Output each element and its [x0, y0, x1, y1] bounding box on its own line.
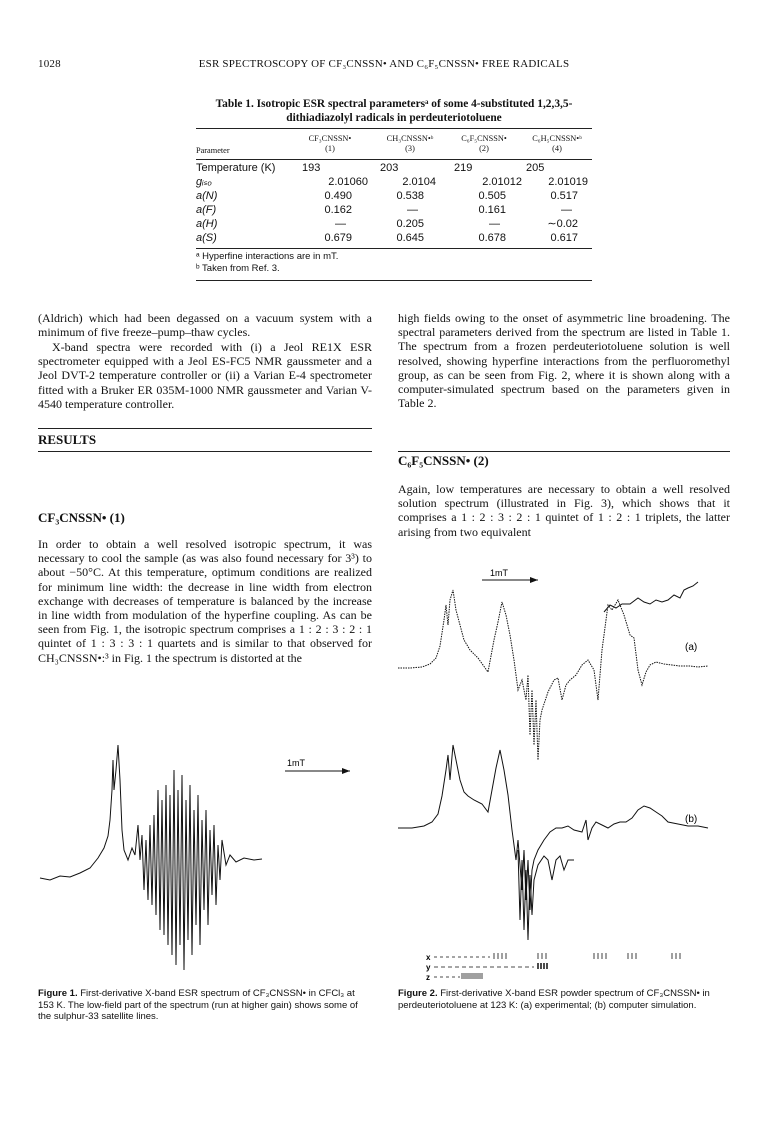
section1-heading: CF₃CNSSN• (1)	[38, 510, 125, 525]
column-number: (4)	[552, 144, 562, 153]
stick-y-ticks	[538, 963, 547, 969]
value-cell: 219	[454, 162, 473, 174]
column-name: CH₃CNSSN•ᵇ	[386, 134, 434, 143]
figure2-spectra	[398, 560, 730, 980]
value-cell: 0.538	[396, 190, 424, 202]
stick-label-y: y	[426, 963, 431, 972]
figure2b-sim-detail-trace	[518, 850, 574, 940]
figure1-spectrum	[40, 730, 370, 980]
figure1-scale-arrow-icon	[342, 768, 350, 774]
figure2-caption-text: First-derivative X-band ESR powder spectrum of CF₃CNSSN• in perdeuteriotoluene at 123 K: (a) experimental; (b) computer simulation.	[398, 988, 710, 1011]
value-cell: 0.490	[324, 190, 352, 202]
value-cell: 0.517	[550, 190, 578, 202]
param-cell: gᵢₛₒ	[196, 176, 212, 188]
table-row	[196, 189, 592, 203]
stick-x-ticks	[494, 953, 680, 959]
column-number: (2)	[479, 144, 489, 153]
figure2a-experimental-trace	[398, 590, 708, 760]
section2-heading: C₆F₅CNSSN• (2)	[398, 453, 489, 468]
table-title-line2: dithiadiazolyl radicals in perdeuteriotoluene	[286, 112, 502, 124]
figure2b-simulated-trace	[398, 745, 708, 910]
table-end-rule	[196, 280, 592, 281]
column-header-2	[449, 134, 519, 154]
value-cell: 0.678	[478, 232, 506, 244]
column-header-3	[375, 134, 445, 154]
right-paragraph-2: Again, low temperatures are necessary to obtain a well resolved solution spectrum (illustrated in Fig. 3), which shows that it comprises a 1 : 2 : 3 : 2 : 1 quintet of 1 : 2 : 1 triplets, the latter arising from two equivalent	[398, 482, 730, 539]
value-cell: 0.505	[478, 190, 506, 202]
value-cell: 0.161	[478, 204, 506, 216]
value-cell: 0.617	[550, 232, 578, 244]
parameter-header: Parameter	[196, 146, 230, 155]
param-cell: a(N)	[196, 190, 218, 202]
param-cell: a(S)	[196, 232, 217, 244]
table-row	[196, 175, 592, 189]
value-cell: 0.645	[396, 232, 424, 244]
column-name: C₆F₅CNSSN•	[461, 134, 507, 143]
figure2-scale-arrow-icon	[530, 577, 538, 583]
value-cell: ∼0.02	[547, 218, 578, 230]
table-title-line1: Table 1. Isotropic ESR spectral parametersᵃ of some 4-substituted 1,2,3,5-	[215, 98, 573, 110]
column-name: C₆H₅CNSSN•ᵇ	[532, 134, 582, 143]
column-number: (3)	[405, 144, 415, 153]
figure2a-wing-trace	[604, 582, 698, 612]
value-cell: 2.01019	[548, 176, 588, 188]
table-bottom-rule	[196, 248, 592, 249]
table-footnote-a: ᵃ Hyperfine interactions are in mT.	[196, 251, 339, 262]
table-row	[196, 203, 592, 217]
column-header-4	[520, 134, 594, 154]
figure1-caption-label: Figure 1.	[38, 988, 78, 999]
table-row	[196, 161, 592, 175]
value-cell: —	[407, 204, 418, 216]
table-footnote-b: ᵇ Taken from Ref. 3.	[196, 263, 280, 274]
stick-z-ticks	[462, 973, 482, 979]
results-rule-bottom	[38, 451, 372, 452]
column-header-1	[295, 134, 365, 154]
section2-rule	[398, 451, 730, 452]
esr-parameters-table	[196, 161, 592, 245]
value-cell: 203	[380, 162, 399, 174]
figure2-caption-label: Figure 2.	[398, 988, 438, 999]
figure2-label-b: (b)	[685, 814, 698, 825]
figure2-caption	[398, 988, 730, 1011]
running-title: ESR SPECTROSCOPY OF CF₃CNSSN• AND C₆F₅CNSSN• FREE RADICALS	[198, 58, 570, 70]
table-row	[196, 217, 592, 231]
value-cell: —	[489, 218, 500, 230]
results-heading: RESULTS	[38, 432, 97, 447]
column-number: (1)	[325, 144, 335, 153]
right-paragraph-1: high fields owing to the onset of asymmetric line broadening. The spectral parameters derived from the spectrum are listed in Table 1. The spectrum from a frozen perdeuteriotoluene solution is well resolved, showing hyperfine interactions from the perfluoromethyl group, as can be seen from Fig. 2, where it is shown along with a computer-simulated spectrum based on the parameters given in Table 2.	[398, 311, 730, 411]
left-paragraph-2: X-band spectra were recorded with (i) a Jeol RE1X ESR spectrometer equipped with a Jeol ES-FC5 NMR gaussmeter and a Jeol DVT-2 temperature controller or (ii) a Varian E-4 spectrometer fitted with a Bruker ER 035M-1000 NMR gaussmeter and Varian V-4540 temperature controller.	[38, 340, 372, 411]
param-cell: Temperature (K)	[196, 162, 276, 174]
figure1-caption	[38, 988, 372, 1023]
figure1-caption-text: First-derivative X-band ESR spectrum of CF₃CNSSN• in CFCl₃ at 153 K. The low-field part of the spectrum (run at higher gain) shows some of the sulphur-33 satellite lines.	[38, 988, 358, 1022]
left-paragraph-1: (Aldrich) which had been degassed on a vacuum system with a minimum of five freeze–pump–thaw cycles.	[38, 311, 372, 340]
stick-label-x: x	[426, 953, 431, 962]
value-cell: 0.205	[396, 218, 424, 230]
column-name: CF₃CNSSN•	[308, 134, 352, 143]
value-cell: 2.0104	[402, 176, 436, 188]
value-cell: —	[561, 204, 572, 216]
figure2-scale-label: 1mT	[490, 568, 508, 578]
figure2-label-a: (a)	[685, 642, 698, 653]
value-cell: 205	[526, 162, 545, 174]
param-cell: a(F)	[196, 204, 217, 216]
page-number: 1028	[38, 58, 61, 70]
table-top-rule	[196, 128, 592, 129]
figure1-scale-label: 1mT	[287, 758, 305, 768]
table-row	[196, 231, 592, 245]
table-header-rule	[196, 159, 592, 160]
value-cell: —	[335, 218, 346, 230]
param-cell: a(H)	[196, 218, 218, 230]
value-cell: 2.01012	[482, 176, 522, 188]
table-title	[195, 97, 593, 125]
figure1-trace	[40, 745, 262, 970]
value-cell: 193	[302, 162, 321, 174]
value-cell: 0.679	[324, 232, 352, 244]
results-rule-top	[38, 428, 372, 429]
value-cell: 0.162	[324, 204, 352, 216]
left-paragraph-3: In order to obtain a well resolved isotropic spectrum, it was necessary to cool the sample (as was also found necessary for 3³) to about −50°C. At this temperature, optimum conditions are realized for minimum line width: the decrease in line width from electron exchange with decreases of temperature is balanced by the increase in line width from modulation of the hyperfine coupling. As can be seen from Fig. 1, the isotropic spectrum comprises a 1 : 2 : 3 : 2 : 1 quintet of 1 : 3 : 3 : 1 quartets and is similar to that observed for CH₃CNSSN•:³ in Fig. 1 the spectrum is distorted at the	[38, 537, 372, 665]
stick-label-z: z	[426, 973, 430, 982]
value-cell: 2.01060	[328, 176, 368, 188]
